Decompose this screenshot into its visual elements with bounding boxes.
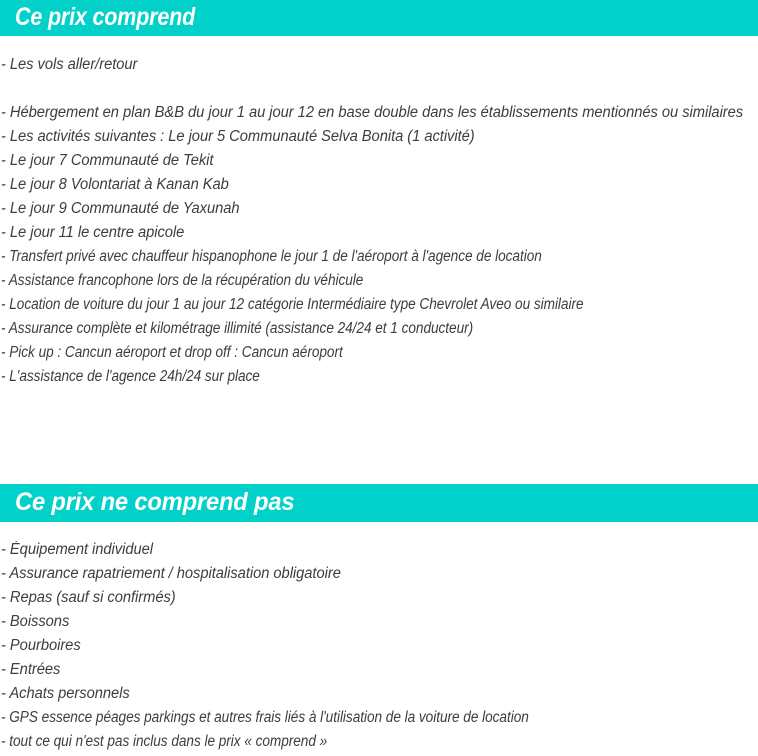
included-list [0, 36, 758, 389]
list-item: - L'assistance de l'agence 24h/24 sur place [1, 368, 260, 385]
list-item: - Pick up : Cancun aéroport et drop off : Cancun aéroport [1, 344, 343, 361]
section-spacer [0, 389, 758, 484]
section-title-included: Ce prix comprend [15, 2, 196, 31]
list-item: - Assurance rapatriement / hospitalisation obligatoire [1, 565, 341, 582]
list-item: - Le jour 11 le centre apicole [1, 224, 185, 241]
list-item: - Le jour 9 Communauté de Yaxunah [1, 200, 240, 217]
list-item: - Boissons [1, 613, 70, 630]
list-item: - Les vols aller/retour [1, 56, 138, 73]
list-item: - Le jour 8 Volontariat à Kanan Kab [1, 176, 229, 193]
list-item: - Assurance complète et kilométrage illimité (assistance 24/24 et 1 conducteur) [1, 320, 474, 337]
list-item: - Transfert privé avec chauffeur hispanophone le jour 1 de l'aéroport à l'agence de location [1, 248, 542, 265]
section-header-included [0, 0, 758, 36]
list-item: - Entrées [1, 661, 61, 678]
section-excluded [0, 484, 758, 754]
list-item: - Pourboires [1, 637, 81, 654]
list-item: - Hébergement en plan B&B du jour 1 au jour 12 en base double dans les établissements mentionnés ou similaires [1, 104, 744, 121]
list-item: - tout ce qui n'est pas inclus dans le prix « comprend » [1, 733, 328, 750]
list-item: - Les activités suivantes : Le jour 5 Communauté Selva Bonita (1 activité) [1, 128, 475, 145]
excluded-list [0, 522, 758, 754]
list-item: - Achats personnels [1, 685, 130, 702]
list-item: - Équipement individuel [1, 541, 153, 558]
list-item: - Assistance francophone lors de la récupération du véhicule [1, 272, 364, 289]
section-header-excluded [0, 484, 758, 522]
list-item: - GPS essence péages parkings et autres frais liés à l'utilisation de la voiture de location [1, 709, 529, 726]
list-item: - Location de voiture du jour 1 au jour 12 catégorie Intermédiaire type Chevrolet Aveo ou similaire [1, 296, 584, 313]
list-item: - Le jour 7 Communauté de Tekit [1, 152, 214, 169]
list-item: - Repas (sauf si confirmés) [1, 589, 176, 606]
section-title-excluded: Ce prix ne comprend pas [15, 487, 295, 516]
